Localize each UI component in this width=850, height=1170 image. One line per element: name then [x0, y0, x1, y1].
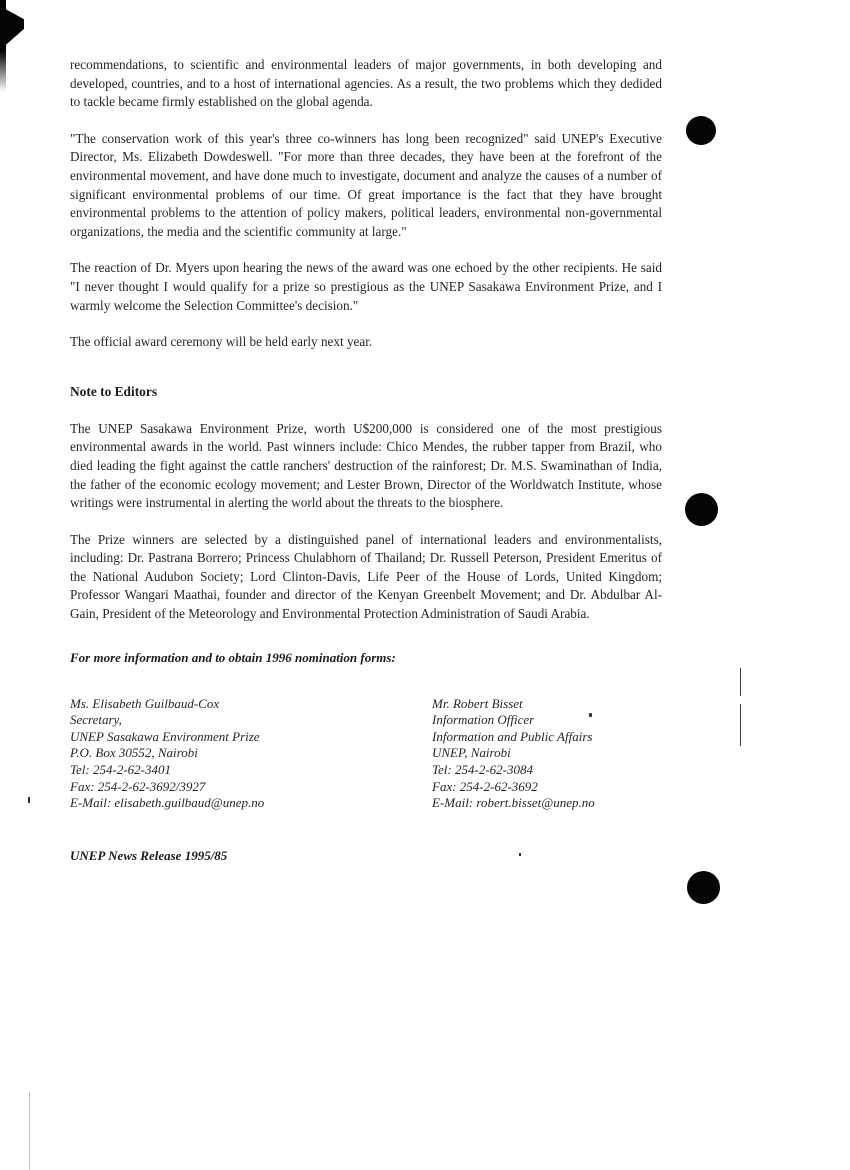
contact-block-bisset — [432, 696, 662, 812]
hole-punch-mark — [686, 116, 716, 145]
scan-speck — [28, 797, 30, 803]
document-body — [70, 56, 662, 864]
more-information-heading: For more information and to obtain 1996 nomination forms: — [70, 649, 396, 665]
paragraph-recommendations: recommendations, to scientific and environmental leaders of major governments, in both developing and developed, countries, and to a host of international agencies. As a result, the two problems which they dedided to tackle became firmly established on the global agenda. — [70, 57, 662, 110]
scan-line-artifact — [740, 704, 741, 746]
contact-name: Mr. Robert Bisset — [432, 695, 523, 711]
note-to-editors-heading: Note to Editors — [70, 383, 158, 399]
contact-organization: UNEP, Nairobi — [432, 745, 511, 761]
paragraph-selection-panel: The Prize winners are selected by a distinguished panel of international leaders and environmentalists, including: Dr. Pastrana Borrero; Princess Chulabhorn of Thailand; Dr. Russell Peterson, President Emeritus of the National Audubon Society; Lord Clinton-Davis, Life Peer of the House of Lords, United Kingdom; Professor Wangari Maathai, founder and director of the Kenyan Greenbelt Movement; and Dr. Abdulbar Al-Gain, President of the Meteorology and Environmental Protection Administration of Saudi Arabia. — [70, 531, 662, 622]
contact-email: E-Mail: elisabeth.guilbaud@unep.no — [70, 795, 265, 811]
contact-department: Information and Public Affairs — [432, 728, 593, 744]
paragraph-prize-background: The UNEP Sasakawa Environment Prize, worth U$200,000 is considered one of the most prestigious environmental awards in the world. Past winners include: Chico Mendes, the rubber tapper from Brazil, who died leading the fight against the cattle ranchers' destruction of the rainforest; Dr. M.S. Swaminathan of India, the father of the economic ecology movement; and Lester Brown, Director of the Worldwatch Institute, whose writings were instrumental in alerting the world about the threats to the biosphere. — [70, 420, 662, 511]
contact-block-guilbaud-cox — [70, 696, 432, 812]
contact-fax: Fax: 254-2-62-3692 — [432, 778, 538, 794]
paragraph-ceremony: The official award ceremony will be held early next year. — [70, 334, 373, 350]
contact-email: E-Mail: robert.bisset@unep.no — [432, 795, 595, 811]
hole-punch-mark — [685, 493, 718, 526]
scan-corner-mark — [0, 6, 24, 50]
contact-telephone: Tel: 254-2-62-3084 — [432, 762, 533, 778]
scan-fold-line — [29, 1092, 30, 1170]
contact-address: P.O. Box 30552, Nairobi — [70, 745, 198, 761]
contact-fax: Fax: 254-2-62-3692/3927 — [70, 778, 206, 794]
paragraph-reaction: The reaction of Dr. Myers upon hearing the news of the award was one echoed by the other recipients. He said "I never thought I would qualify for a prize so prestigious as the UNEP Sasakawa Environment Prize, and I warmly welcome the Selection Committee's decision." — [70, 260, 662, 313]
scan-line-artifact — [740, 668, 741, 696]
contact-organization: UNEP Sasakawa Environment Prize — [70, 728, 260, 744]
contact-telephone: Tel: 254-2-62-3401 — [70, 762, 171, 778]
news-release-number: UNEP News Release 1995/85 — [70, 847, 228, 863]
hole-punch-mark — [687, 871, 720, 904]
paragraph-conservation-quote: "The conservation work of this year's three co-winners has long been recognized" said UNEP's Executive Director, Ms. Elizabeth Dowdeswell. "For more than three decades, they have been at the forefront of the environmental movement, and have done much to investigate, document and analyze the causes of a number of significant environmental problems of our time. Of great importance is the fact that they have brought environmental problems to the attention of policy makers, political leaders, environmental non-governmental organizations, the media and the scientific community at large." — [70, 130, 662, 239]
contact-columns — [70, 696, 662, 812]
contact-name: Ms. Elisabeth Guilbaud-Cox — [70, 695, 220, 711]
contact-title: Information Officer — [432, 712, 535, 728]
contact-title: Secretary, — [70, 712, 122, 728]
